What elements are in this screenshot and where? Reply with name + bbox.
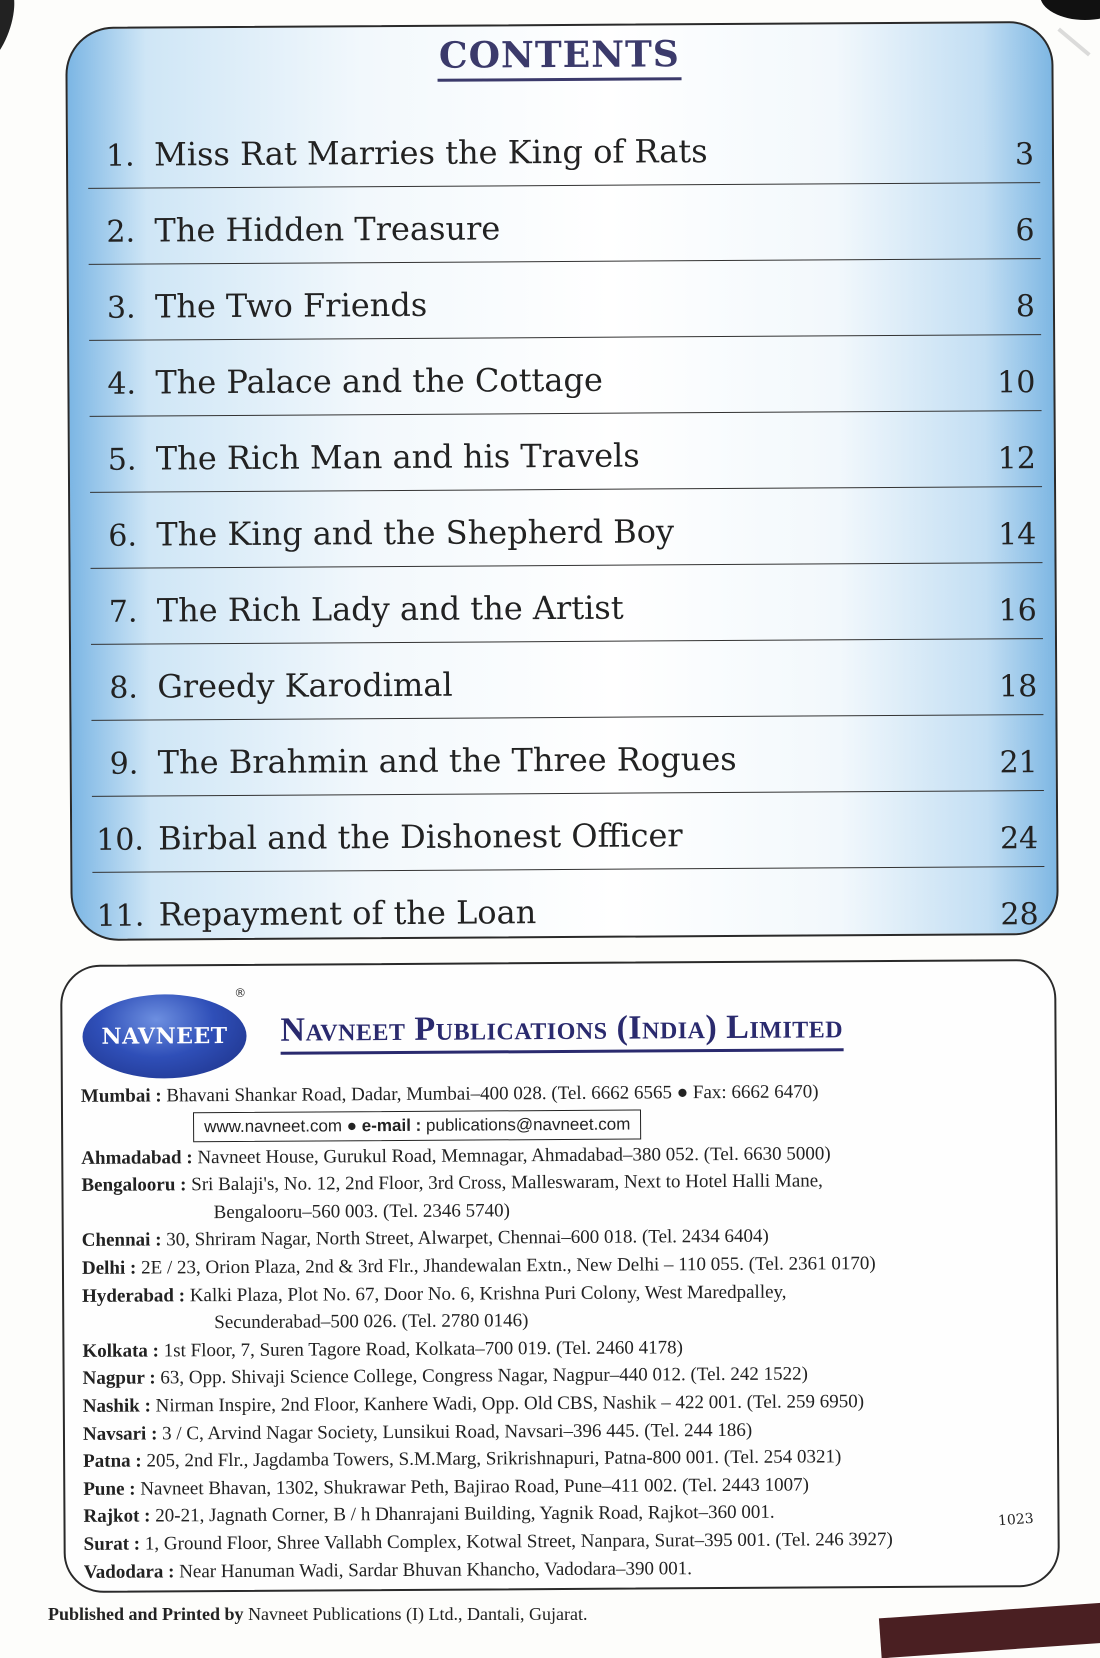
toc-title: The Hidden Treasure <box>154 209 501 250</box>
office-city: Nagpur : <box>82 1367 156 1390</box>
toc-number: 4. <box>107 366 137 402</box>
toc-row[interactable] <box>92 791 1044 873</box>
bullet-separator: ● <box>341 1115 362 1135</box>
toc-row[interactable] <box>91 639 1043 721</box>
office-address: Sri Balaji's, No. 12, 2nd Floor, 3rd Cross, Malleswaram, Next to Hotel Halli Mane, <box>186 1170 823 1196</box>
toc-page-number: 21 <box>999 745 1038 781</box>
toc-number: 2. <box>106 214 136 250</box>
office-address: 20-21, Jagnath Corner, B / h Dhanrajani Building, Yagnik Road, Rajkot–360 001. <box>150 1502 775 1527</box>
page-edge-shadow-left <box>0 0 24 74</box>
toc-number: 11. <box>96 898 145 934</box>
toc-row[interactable] <box>91 715 1043 797</box>
toc-page-number: 14 <box>998 517 1037 553</box>
office-address: 1, Ground Floor, Shree Vallabh Complex, Kotwal Street, Nanpara, Surat–395 001. (Tel. 246 3927) <box>140 1528 893 1555</box>
toc-number: 8. <box>109 670 138 706</box>
publisher-panel <box>60 959 1060 1593</box>
office-city: Navsari : <box>82 1422 158 1445</box>
office-address: 63, Opp. Shivaji Science College, Congress Nagar, Nagpur–440 012. (Tel. 242 1522) <box>155 1363 808 1389</box>
toc-page-number: 16 <box>998 593 1037 629</box>
toc-page-number: 10 <box>997 365 1036 401</box>
toc-number: 3. <box>106 290 136 326</box>
toc-title: The Two Friends <box>154 285 428 326</box>
toc-number: 9. <box>109 746 139 782</box>
imprint-footer <box>48 1604 587 1625</box>
office-city: Pune : <box>83 1478 136 1500</box>
office-city: Nashik : <box>82 1395 151 1417</box>
office-address: 3 / C, Arvind Nagar Society, Lunsikui Road, Navsari–396 445. (Tel. 244 186) <box>157 1419 753 1444</box>
office-mumbai <box>81 1077 1043 1110</box>
office-city: Ahmadabad : <box>81 1146 193 1169</box>
toc-page-number: 8 <box>1015 289 1036 325</box>
toc-page-number: 12 <box>997 441 1036 477</box>
toc-number: 7. <box>108 594 138 630</box>
imprint-label: Published and Printed by <box>48 1604 244 1624</box>
navneet-logo <box>82 994 247 1079</box>
imprint-text: Navneet Publications (I) Ltd., Dantali, Gujarat. <box>243 1604 588 1624</box>
toc-page-number: 6 <box>1015 213 1035 249</box>
toc-page-number: 24 <box>999 821 1039 857</box>
logo-text: NAVNEET <box>101 1023 228 1050</box>
office-city: Chennai : <box>81 1229 162 1252</box>
office-address: 205, 2nd Flr., Jagdamba Towers, S.M.Marg, Srikrishnapuri, Patna-800 001. (Tel. 254 0321) <box>141 1446 842 1472</box>
web-contact-box <box>193 1109 641 1142</box>
toc-page-number: 18 <box>998 669 1038 705</box>
office-address-list <box>81 1077 1046 1586</box>
office-address: 1st Floor, 7, Suren Tagore Road, Kolkata–700 019. (Tel. 2460 4178) <box>158 1337 683 1362</box>
toc-row[interactable] <box>89 335 1041 417</box>
registered-mark-icon: ® <box>234 985 247 1000</box>
page-edge-shadow <box>1040 0 1100 20</box>
office-address: Kalki Plaza, Plot No. 67, Door No. 6, Krishna Puri Colony, West Maredpalley, <box>184 1281 787 1306</box>
page-crease <box>1057 28 1090 57</box>
office-city: Patna : <box>83 1450 142 1473</box>
email-link[interactable]: publications@navneet.com <box>421 1114 631 1135</box>
toc-row[interactable] <box>88 183 1040 265</box>
toc-row[interactable] <box>90 411 1042 493</box>
toc-row[interactable] <box>90 487 1042 569</box>
contents-title: CONTENTS <box>437 33 682 81</box>
toc-title: The Rich Man and his Travels <box>155 436 640 478</box>
toc-page-number: 3 <box>1014 137 1035 173</box>
toc-title: The Brahmin and the Three Rogues <box>157 739 737 782</box>
office-address: 2E / 23, Orion Plaza, 2nd & 3rd Flr., Jhandewalan Extn., New Delhi – 110 055. (Tel. 2361 0170) <box>136 1253 876 1279</box>
office-address: 30, Shriram Nagar, North Street, Alwarpet, Chennai–600 018. (Tel. 2434 6404) <box>161 1226 769 1251</box>
toc-title: Repayment of the Loan <box>158 893 537 934</box>
toc-list <box>88 107 1045 948</box>
office-city: Delhi : <box>81 1257 137 1279</box>
toc-number: 5. <box>107 442 137 478</box>
office-address-continuation: Bengalooru–560 003. (Tel. 2346 5740) <box>213 1200 510 1223</box>
office-city: Hyderabad : <box>82 1284 186 1307</box>
toc-row[interactable] <box>89 259 1041 341</box>
office-line <box>84 1553 1046 1586</box>
office-address: Navneet Bhavan, 1302, Shukrawar Peth, Bajirao Road, Pune–411 002. (Tel. 2443 1007) <box>135 1474 809 1500</box>
toc-title: Miss Rat Marries the King of Rats <box>153 132 708 174</box>
contents-panel <box>65 21 1059 941</box>
office-city: Bengalooru : <box>81 1174 187 1197</box>
office-address: Near Hanuman Wadi, Sardar Bhuvan Khancho, Vadodara–390 001. <box>174 1557 692 1582</box>
office-address: Bhavani Shankar Road, Dadar, Mumbai–400 028. (Tel. 6662 6565 ● Fax: 6662 6470) <box>161 1081 819 1107</box>
print-code-number: 1023 <box>997 1510 1035 1530</box>
toc-number: 10. <box>96 822 145 858</box>
toc-number: 1. <box>105 138 135 174</box>
toc-title: Birbal and the Dishonest Officer <box>158 816 683 858</box>
office-address: Nirman Inspire, 2nd Floor, Kanhere Wadi, Opp. Old CBS, Nashik – 422 001. (Tel. 259 6950) <box>150 1391 865 1417</box>
office-address-continuation: Secunderabad–500 026. (Tel. 2780 0146) <box>214 1310 529 1334</box>
contents-heading <box>67 31 1051 84</box>
office-city: Mumbai : <box>80 1085 162 1107</box>
email-label: e-mail : <box>361 1115 422 1135</box>
toc-page-number: 28 <box>1000 897 1039 933</box>
office-city: Surat : <box>83 1533 141 1555</box>
toc-row[interactable] <box>91 563 1043 645</box>
office-city: Kolkata : <box>82 1340 160 1362</box>
toc-row[interactable] <box>88 107 1040 189</box>
office-city: Rajkot : <box>83 1505 151 1528</box>
toc-title: The Rich Lady and the Artist <box>156 588 624 630</box>
toc-number: 6. <box>108 518 138 554</box>
toc-title: The Palace and the Cottage <box>155 360 603 402</box>
website-link[interactable]: www.navneet.com <box>204 1115 343 1136</box>
office-city: Vadodara : <box>83 1560 175 1583</box>
office-address: Navneet House, Gurukul Road, Memnagar, Ahmadabad–380 052. (Tel. 6630 5000) <box>192 1142 831 1168</box>
toc-title: Greedy Karodimal <box>157 665 453 706</box>
toc-row[interactable] <box>92 867 1044 948</box>
toc-title: The King and the Shepherd Boy <box>156 512 675 554</box>
publisher-name: Navneet Publications (India) Limited <box>280 1008 843 1054</box>
